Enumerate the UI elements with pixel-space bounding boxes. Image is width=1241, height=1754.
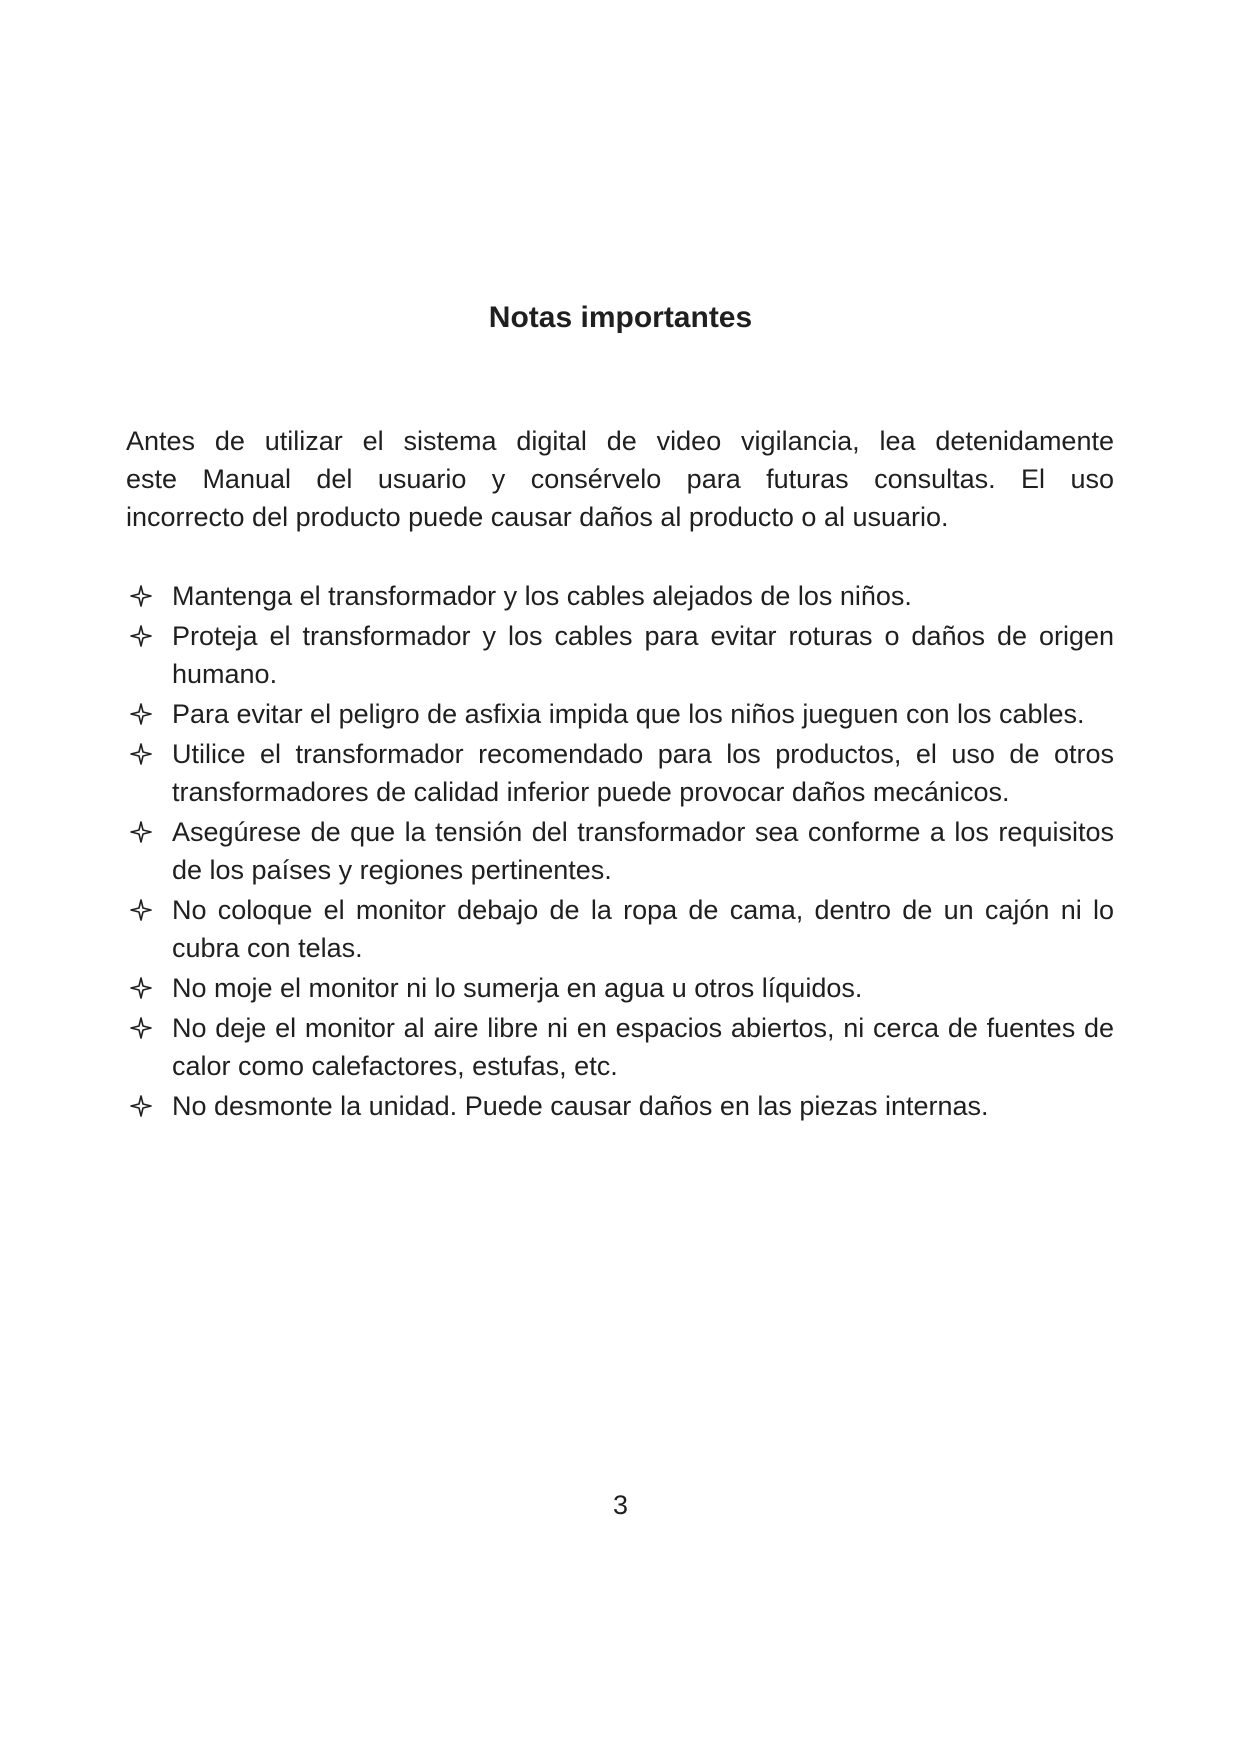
list-item [126,577,1114,615]
page-number: 3 [612,1490,629,1520]
intro-paragraph [126,422,1114,536]
list-item-text: No moje el monitor ni lo sumerja en agua u otros líquidos. [172,973,863,1003]
list-item-text: No coloque el monitor debajo de la ropa de cama, dentro de un cajón ni lo cubra con telas. [172,895,1114,963]
notes-list [126,577,1114,1127]
list-item-text: Para evitar el peligro de asfixia impida que los niños jueguen con los cables. [172,699,1085,729]
list-item [126,969,1114,1007]
star-bullet-icon [126,617,156,655]
list-item-text: No desmonte la unidad. Puede causar daños en las piezas internas. [172,1091,989,1121]
page-title: Notas importantes [488,301,753,334]
intro-line: Antes de utilizar el sistema digital de video vigilancia, lea detenidamente [126,426,1114,456]
intro-line: este Manual del usuario y consérvelo para futuras consultas. El uso [126,464,1114,494]
intro-line: incorrecto del producto puede causar daños al producto o al usuario. [126,502,949,532]
list-item [126,1087,1114,1125]
list-item-text: Utilice el transformador recomendado para los productos, el uso de otros transformadores de calidad inferior puede provocar daños mecánicos. [172,739,1114,807]
star-bullet-icon [126,1087,156,1125]
star-bullet-icon [126,813,156,851]
list-item [126,813,1114,889]
list-item-text: Proteja el transformador y los cables para evitar roturas o daños de origen humano. [172,621,1114,689]
list-item-text: Asegúrese de que la tensión del transformador sea conforme a los requisitos de los países y regiones pertinentes. [172,817,1114,885]
star-bullet-icon [126,1009,156,1047]
star-bullet-icon [126,969,156,1007]
list-item [126,695,1114,733]
list-item-text: No deje el monitor al aire libre ni en espacios abiertos, ni cerca de fuentes de calor como calefactores, estufas, etc. [172,1013,1114,1081]
star-bullet-icon [126,891,156,929]
list-item [126,617,1114,693]
list-item [126,735,1114,811]
list-item-text: Mantenga el transformador y los cables alejados de los niños. [172,581,912,611]
list-item [126,891,1114,967]
star-bullet-icon [126,577,156,615]
list-item [126,1009,1114,1085]
star-bullet-icon [126,735,156,773]
star-bullet-icon [126,695,156,733]
